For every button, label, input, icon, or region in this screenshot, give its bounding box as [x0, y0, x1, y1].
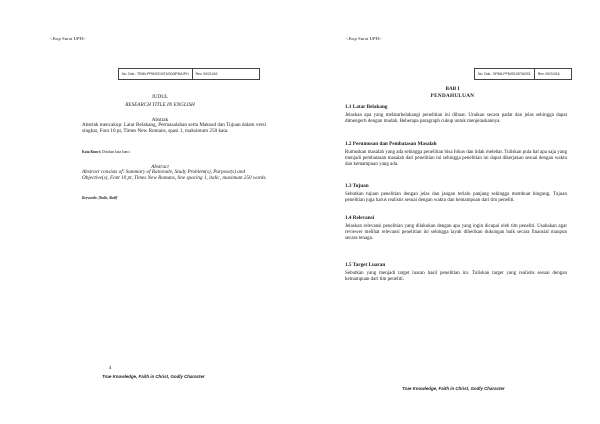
section-text: Jelaskan relevansi penelitian yang dilakukan dengan apa yang ingin dicapai oleh tim peneliti. Usahakan agar reviewer melihat relevansi penelitian ini sehingga layak diberikan dukungan baik secara finansial maupun secara tenaga.	[345, 224, 567, 242]
section-heading: 1.1 Latar Belakang	[345, 104, 388, 110]
keywords-line	[82, 196, 117, 200]
section-text: Sebutkan yang menjadi target luaran hasil penelitian ini. Tuliskan target yang realistis sesuai dengan kemampuan dari tim peneliti.	[345, 271, 567, 283]
document-number: No. Dok.: SPM/LPPM/2015/TA/001	[478, 72, 531, 76]
abstrak-heading: Abstrak	[151, 117, 169, 123]
section-latar-belakang	[345, 104, 567, 125]
section-heading: 1.2 Perumusan dan Pembatasan Masalah	[345, 141, 437, 147]
abstract-heading: Abstract	[151, 164, 169, 170]
revision-number: Rev. 00/21016	[192, 69, 221, 79]
chapter-number: BAB I	[445, 86, 460, 92]
kata-kunci-value: Diisikan kata kunci	[101, 150, 130, 154]
section-text: Rumuskan masalah yang ada sehingga penelitian bisa fokus dan tidak melebar. Tuliskan pula hal apa saja yang menjadi pembatasan masalah dari penelitian ini sehingga penelitian ini dapat dikerjakan sesuai dengan waktu dan kemampuan yang ada.	[345, 150, 567, 168]
abstract-text: Abstract consists of: Summary of Rationale, Study Problem(s), Purpose(s) and Objective(s), Font 10 pt, Times New Romans, line spacing 1, italic, maximum 250 words.	[82, 169, 267, 182]
letterhead-placeholder: <Kop Surat UPH>	[50, 36, 86, 41]
document-number-box	[474, 68, 572, 80]
revision-number: Rev. 00/21016	[534, 69, 563, 79]
section-text: Jelaskan apa yang melatarbelakangi penelitian ini dibuat. Uraikan secara padat dan jelas sehingga dapat dimengerti dengan mudah. Beberapa paragraph cukup untuk menjelaskannya.	[345, 113, 567, 125]
section-heading: 1.5 Target Luaran	[345, 262, 386, 268]
section-text: Sebutkan tujuan penelitian dengan jelas dan jangan terlalu panjang sehingga membuat bingung. Tujuan penelitian juga harus realistis sesuai dengan waktu dan kemampuan dari tim peneliti.	[345, 192, 567, 204]
letterhead-placeholder: <Kop Surat UPH>	[346, 36, 382, 41]
motto-footer: True Knowledge, Faith in Christ, Godly Character	[102, 374, 205, 379]
document-number-box	[118, 68, 260, 80]
section-perumusan-masalah	[345, 141, 567, 169]
section-heading: 1.3 Tujuan	[345, 183, 369, 189]
keywords-label: Keywords:	[82, 196, 98, 200]
chapter-title: PENDAHULUAN	[430, 93, 475, 99]
section-tujuan	[345, 183, 567, 204]
section-heading: 1.4 Relevansi	[345, 215, 375, 221]
section-target-luaran	[345, 262, 567, 283]
right-page	[300, 0, 600, 424]
title-heading: JUDUL	[151, 94, 169, 100]
kata-kunci-line	[82, 150, 130, 154]
motto-footer: True Knowledge, Faith in Christ, Godly Character	[402, 386, 505, 391]
section-relevansi	[345, 215, 567, 243]
document-number: No. Dok.: TEM/LPPM/2015/TA/003/PM/UPH	[122, 72, 189, 76]
keywords-value: [Italic, Bold]	[98, 196, 118, 200]
abstrak-text: Abstrak mencakup: Latar Belakang, Permasalahan serta Maksud dan Tujuan dalam versi singkat, Font 10 pt, Times New Romans, spasi 1, maksimum 250 kata.	[82, 122, 266, 135]
kata-kunci-label: Kata Kunci:	[82, 150, 102, 154]
research-title: RESEARCH TITLE IN ENGLISH	[125, 102, 195, 108]
page-number: 4	[108, 366, 112, 371]
